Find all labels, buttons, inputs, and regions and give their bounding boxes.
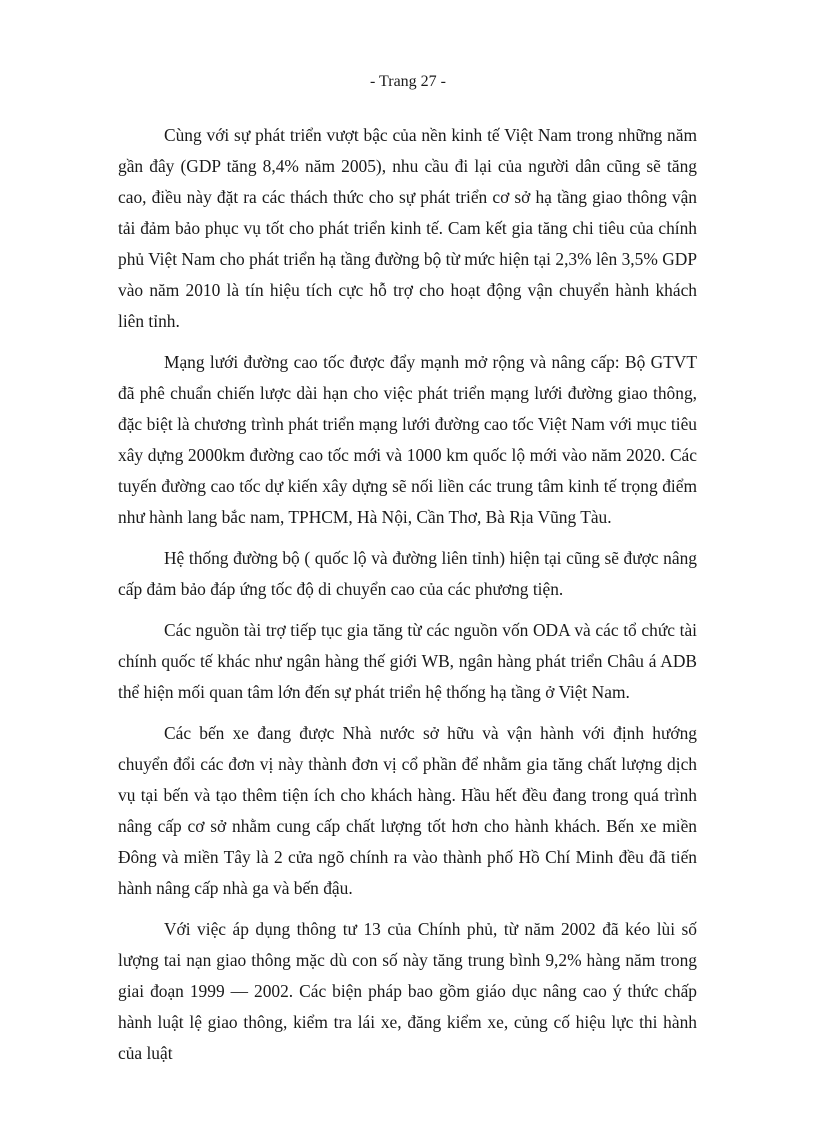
- paragraph-funding-sources: Các nguồn tài trợ tiếp tục gia tăng từ các nguồn vốn ODA và các tổ chức tài chính quốc tế khác như ngân hàng thế giới WB, ngân hàng phát triển Châu á ADB thể hiện mối quan tâm lớn đến sự phát triển hệ thống hạ tầng ở Việt Nam.: [118, 620, 697, 702]
- paragraph-bus-stations: Các bến xe đang được Nhà nước sở hữu và vận hành với định hướng chuyển đổi các đơn vị này thành đơn vị cổ phần để nhằm gia tăng chất lượng dịch vụ tại bến và tạo thêm tiện ích cho khách hàng. Hầu hết đều đang trong quá trình nâng cấp cơ sở nhằm cung cấp chất lượng tốt hơn cho hành khách. Bến xe miền Đông và miền Tây là 2 cửa ngõ chính ra vào thành phố Hồ Chí Minh đều đã tiến hành nâng cấp nhà ga và bến đậu.: [118, 723, 697, 898]
- paragraph-expressway-network: Mạng lưới đường cao tốc được đẩy mạnh mở rộng và nâng cấp: Bộ GTVT đã phê chuẩn chiến lược dài hạn cho việc phát triển mạng lưới đường giao thông, đặc biệt là chương trình phát triển mạng lưới đường cao tốc Việt Nam với mục tiêu xây dựng 2000km đường cao tốc mới và 1000 km quốc lộ mới vào năm 2020. Các tuyến đường cao tốc dự kiến xây dựng sẽ nối liền các trung tâm kinh tế trọng điểm như hành lang bắc nam, TPHCM, Hà Nội, Cần Thơ, Bà Rịa Vũng Tàu.: [118, 352, 697, 527]
- paragraph-traffic-safety: Với việc áp dụng thông tư 13 của Chính phủ, từ năm 2002 đã kéo lùi số lượng tai nạn giao thông mặc dù con số này tăng trung bình 9,2% hàng năm trong giai đoạn 1999 — 2002. Các biện pháp bao gồm giáo dục nâng cao ý thức chấp hành luật lệ giao thông, kiểm tra lái xe, đăng kiểm xe, củng cố hiệu lực thi hành của luật: [118, 919, 697, 1063]
- paragraph-road-system: Hệ thống đường bộ ( quốc lộ và đường liên tỉnh) hiện tại cũng sẽ được nâng cấp đảm bảo đáp ứng tốc độ di chuyển cao của các phương tiện.: [118, 548, 697, 599]
- body-text: [118, 120, 697, 1079]
- page-number: - Trang 27 -: [369, 73, 446, 90]
- paragraph-gdp-growth: Cùng với sự phát triển vượt bậc của nền kinh tế Việt Nam trong những năm gần đây (GDP tăng 8,4% năm 2005), nhu cầu đi lại của người dân cũng sẽ tăng cao, điều này đặt ra các thách thức cho sự phát triển cơ sở hạ tầng giao thông vận tải đảm bảo phục vụ tốt cho phát triển kinh tế. Cam kết gia tăng chi tiêu của chính phủ Việt Nam cho phát triển hạ tầng đường bộ từ mức hiện tại 2,3% lên 3,5% GDP vào năm 2010 là tín hiệu tích cực hỗ trợ cho hoạt động vận chuyển hành khách liên tỉnh.: [118, 125, 697, 331]
